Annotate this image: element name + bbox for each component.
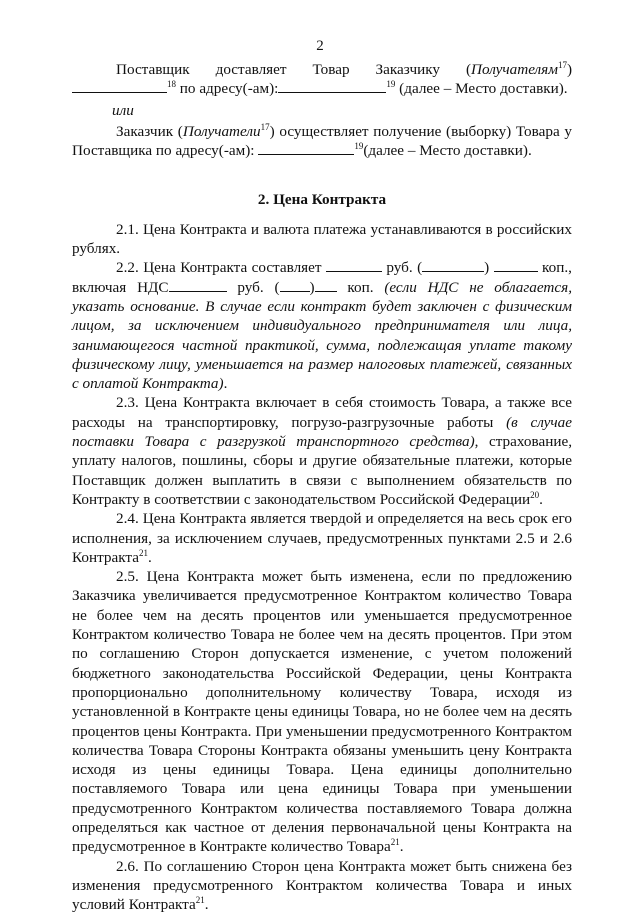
address-blank (278, 79, 386, 93)
clause-2-2: 2.2. Цена Контракта составляет руб. ( ) коп., включая НДС руб. ( ) коп. (если НДС не облагается, указать основание. В случае если контракт будет заключен с физическим лицом, за исключением индивидуального предпринимателя или лица, занимающегося частной практикой, сумма, подлежащая уплате такому физическому лицу, уменьшается на размер налоговых платежей, связанных с оплатой Контракта). (72, 259, 572, 393)
price-rub-blank (326, 258, 382, 272)
document-body (72, 60, 572, 914)
clause-2-1: 2.1. Цена Контракта и валюта платежа устанавливаются в российских рублях. (72, 220, 572, 258)
delivery-option-a: Поставщик доставляет Товар Заказчику (Получателям$^{17}$) $^{18}$ по адресу(-ам): $^{19}$ (далее – Место доставки). (72, 60, 572, 99)
clause-2-4: 2.4. Цена Контракта является твердой и определяется на весь срок его исполнения, за исключением случаев, предусмотренных пунктами 2.5 и 2.6 Контракта$^{21}$. (72, 510, 572, 566)
price-kop-blank (494, 258, 538, 272)
clause-2-3: 2.3. Цена Контракта включает в себя стоимость Товара, а также все расходы на транспортировку, погрузо-разгрузочные работы (в случае поставки Товара с разгрузкой транспортного средства), страхование, уплату налогов, пошлины, сборы и другие обязательные платежи, которые Поставщик должен выплатить в связи с выполнением обязательств по Контракту в соответствии с законодательством Российской Федерации$^{20}$. (72, 394, 573, 508)
recipient-blank (72, 79, 167, 93)
price-words-blank (422, 258, 484, 272)
pickup-address-blank (258, 141, 354, 155)
page-number: 2 (316, 38, 324, 54)
clause-2-6: 2.6. По соглашению Сторон цена Контракта может быть снижена без изменения предусмотренного Контрактом количества Товара и иных условий Контракта$^{21}$. (72, 857, 572, 914)
clause-2-5: 2.5. Цена Контракта может быть изменена, если по предложению Заказчика увеличивается предусмотренное Контрактом количество Товара не более чем на десять процентов или уменьшается предусмотренное Контрактом количество Товара не более чем на десять процентов. При этом по соглашению Сторон допускается изменение, с учетом положений бюджетного законодательства Российской Федерации, цены Контракта пропорционально дополнительному количеству Товара, исходя из установленной в Контракте цены единицы Товара, но не более чем на десять процентов цены Контракта. При уменьшении предусмотренного Контрактом количества Товара Стороны Контракта обязаны уменьшить цену Контракта исходя из цены единицы Товара. Цена единицы дополнительно поставляемого Товара или цена единицы Товара при уменьшении предусмотренного Контрактом количества поставляемого Товара должна определяться как частное от деления первоначальной цены Контракта на предусмотренное в Контракте количество Товара$^{21}$. (72, 568, 572, 856)
delivery-option-b: Заказчик (Получатели$^{17}$) осуществляет получение (выборку) Товара у Поставщика по адресу(-ам): $^{19}$(далее – Место доставки). (72, 121, 573, 160)
section-heading: 2. Цена Контракта (257, 191, 387, 209)
vat-words-blank (280, 278, 310, 292)
vat-rub-blank (169, 278, 227, 292)
or-separator: или (112, 101, 134, 119)
vat-kop-blank (315, 278, 337, 292)
